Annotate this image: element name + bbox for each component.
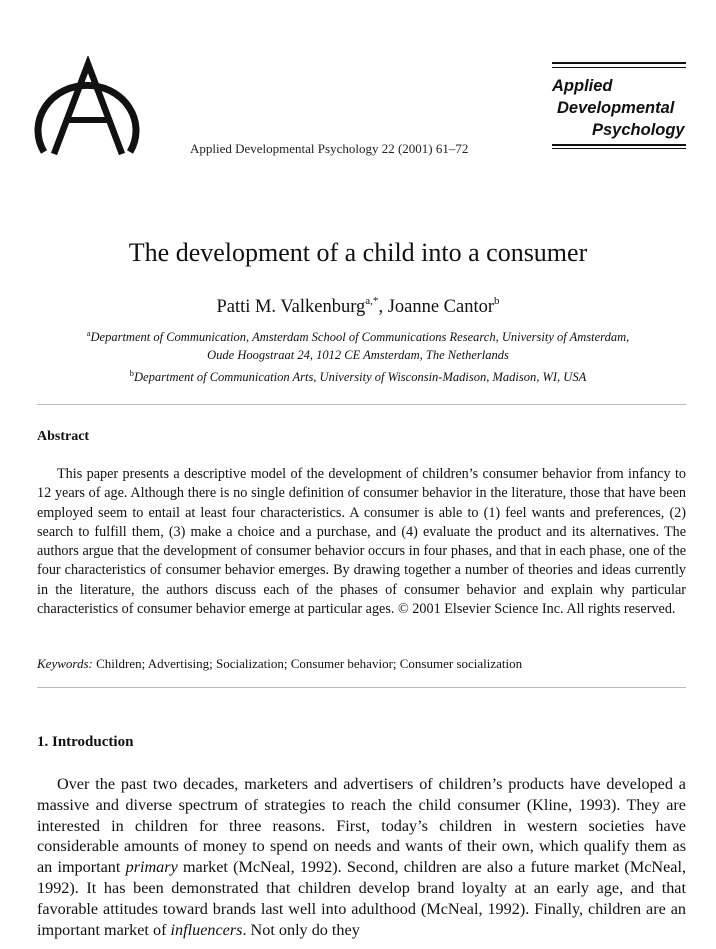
keywords-text: Children; Advertising; Socialization; Consumer behavior; Consumer socialization xyxy=(96,656,523,671)
text-segment: market (McNeal, 1992). Second, children are also a future market (McNeal, 1992). It has been demonstrated that children develop brand loyalty at an early age, and that favorable attitudes toward brands last well into adulthood (McNeal, 1992). Finally, children are an important market of xyxy=(37,858,686,939)
text-segment: Over the past two decades, marketers and advertisers of children’s products have developed a massive and diverse spectrum of strategies to reach the child consumer (Kline, 1993). They are interested in children for three reasons. First, today’s children in western societies have considerable amounts of money to spend on needs and wants of their own, which qualify them as an important xyxy=(37,775,686,877)
keywords-label: Keywords: xyxy=(37,656,93,671)
divider xyxy=(37,404,686,405)
affiliation-a xyxy=(0,324,716,346)
journal-masthead xyxy=(552,62,686,149)
author-name: Joanne Cantor xyxy=(387,297,495,317)
article-title: The development of a child into a consumer xyxy=(128,238,588,267)
masthead-line-3: Psychology xyxy=(592,121,685,139)
masthead-line-1: Applied xyxy=(552,77,613,95)
journal-citation: Applied Developmental Psychology 22 (2001) 61–72 xyxy=(190,141,469,156)
author-affiliation-marker: b xyxy=(494,295,500,307)
masthead-line-2: Developmental xyxy=(557,99,675,117)
section-heading: 1. Introduction xyxy=(37,734,134,750)
affiliations xyxy=(0,324,716,386)
author-list xyxy=(0,288,716,320)
text-segment-italic: influencers xyxy=(170,920,243,939)
author-separator: , xyxy=(378,297,388,317)
abstract-heading: Abstract xyxy=(37,429,90,444)
affiliation-marker: b xyxy=(129,368,135,378)
affiliation-text: Department of Communication Arts, University of Wisconsin-Madison, Madison, WI, USA xyxy=(134,370,587,384)
affiliation-marker: a xyxy=(86,328,91,338)
author-name: Patti M. Valkenburg xyxy=(216,297,366,317)
affiliation-text: Department of Communication, Amsterdam School of Communications Research, University of Amsterdam, xyxy=(90,330,630,344)
affiliation-a-continued: Oude Hoogstraat 24, 1012 CE Amsterdam, The Netherlands xyxy=(207,348,509,362)
text-segment-italic: primary xyxy=(125,858,178,877)
introduction-paragraph xyxy=(37,774,686,940)
keywords xyxy=(37,656,522,672)
text-segment: . Not only do they xyxy=(242,920,360,939)
abstract-text: This paper presents a descriptive model of the development of children’s consumer behavior from infancy to 12 years of age. Although there is no single definition of consumer behavior in the literature, those that have been employed seem to entail at least four characteristics. A consumer is able to (1) feel wants and preferences, (2) search to fulfill them, (3) make a choice and a purchase, and (4) evaluate the product and its alternatives. The authors argue that the development of consumer behavior occurs in four phases, and that in each phase, one of the four characteristics of consumer behavior emerges. By drawing together a number of theories and ideas currently in the literature, the authors discuss each of the phases of consumer behavior and explain why particular characteristics of consumer behavior emerge at particular ages. © 2001 Elsevier Science Inc. All rights reserved. xyxy=(37,466,686,617)
divider xyxy=(37,687,686,688)
author-affiliation-marker: a,* xyxy=(365,295,379,307)
affiliation-b xyxy=(0,364,716,386)
letter-a-in-circle-icon xyxy=(34,56,142,158)
